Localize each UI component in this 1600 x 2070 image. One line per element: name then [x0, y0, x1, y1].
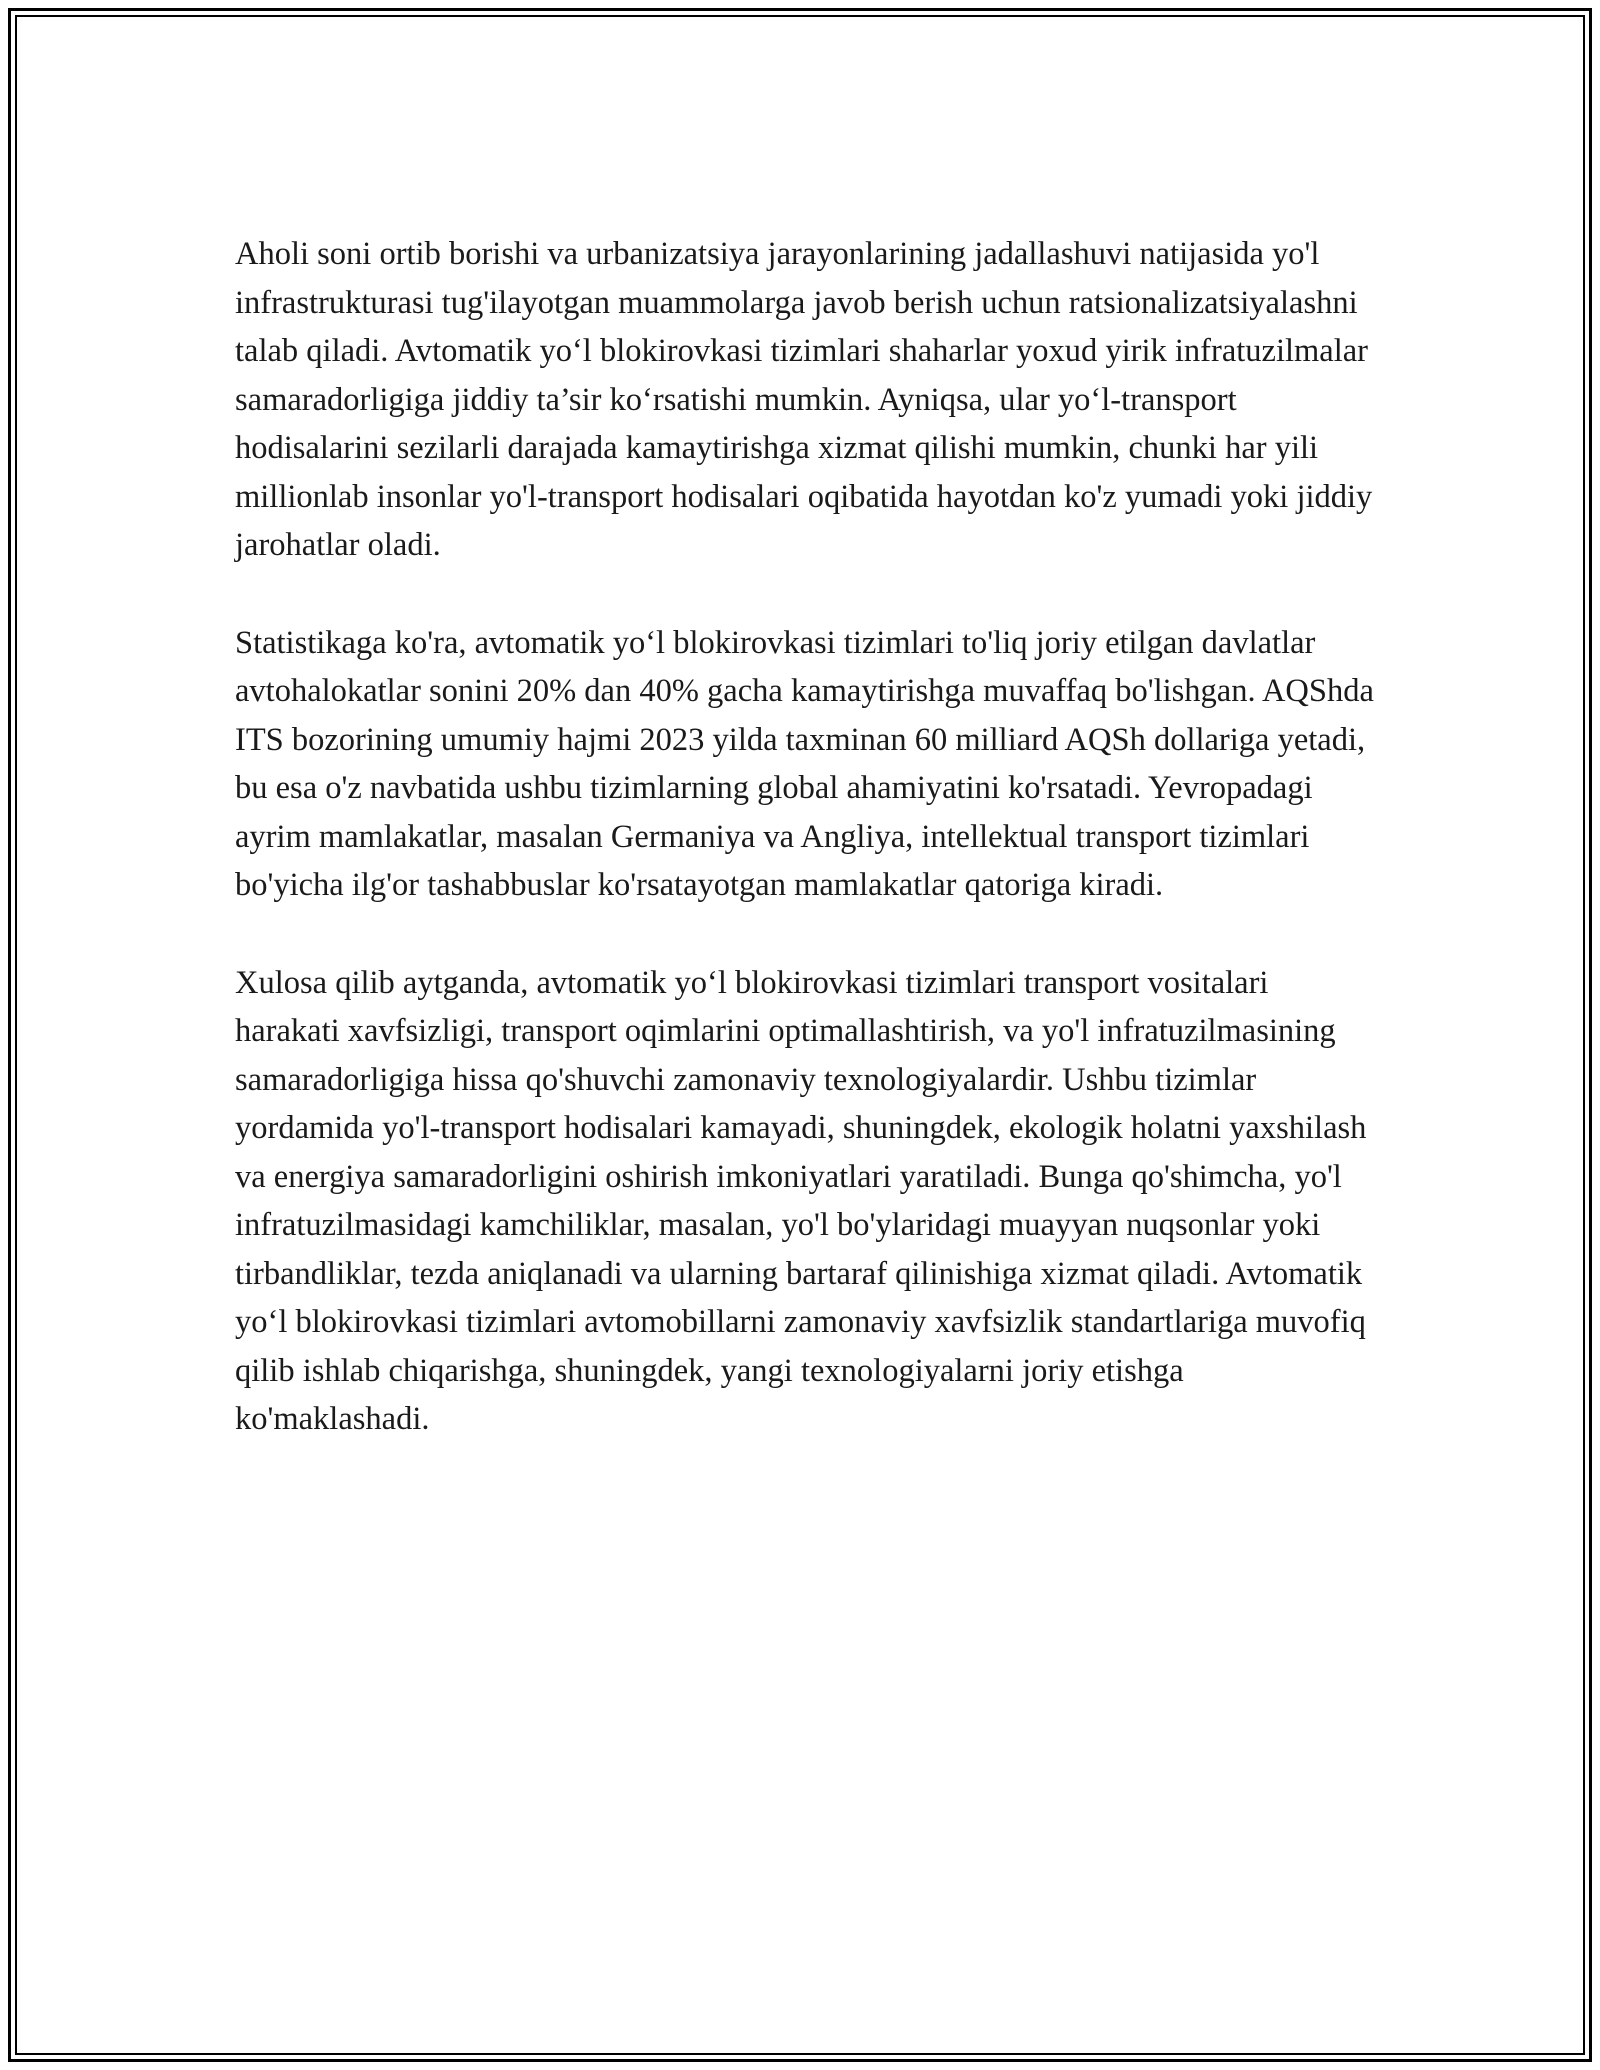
- document-body: [235, 230, 1375, 1493]
- paragraph-3: Xulosa qilib aytganda, avtomatik yo‘l blokirovkasi tizimlari transport vositalari harakati xavfsizligi, transport oqimlarini optimallashtirish, va yo'l infratuzilmasining samaradorligiga hissa qo'shuvchi zamonaviy texnologiyalardir. Ushbu tizimlar yordamida yo'l-transport hodisalari kamayadi, shuningdek, ekologik holatni yaxshilash va energiya samaradorligini oshirish imkoniyatlari yaratiladi. Bunga qo'shimcha, yo'l infratuzilmasidagi kamchiliklar, masalan, yo'l bo'ylaridagi muayyan nuqsonlar yoki tirbandliklar, tezda aniqlanadi va ularning bartaraf qilinishiga xizmat qiladi. Avtomatik yo‘l blokirovkasi tizimlari avtomobillarni zamonaviy xavfsizlik standartlariga muvofiq qilib ishlab chiqarishga, shuningdek, yangi texnologiyalarni joriy etishga ko'maklashadi.: [235, 964, 1367, 1437]
- paragraph-1: Aholi soni ortib borishi va urbanizatsiya jarayonlarining jadallashuvi natijasida yo'l infrastrukturasi tug'ilayotgan muammolarga javob berish uchun ratsionalizatsiyalashni talab qiladi. Avtomatik yo‘l blokirovkasi tizimlari shaharlar yoxud yirik infratuzilmalar samaradorligiga jiddiy ta’sir ko‘rsatishi mumkin. Ayniqsa, ular yo‘l-transport hodisalarini sezilarli darajada kamaytirishga xizmat qilishi mumkin, chunki har yili millionlab insonlar yo'l-transport hodisalari oqibatida hayotdan ko'z yumadi yoki jiddiy jarohatlar oladi.: [235, 236, 1373, 563]
- paragraph-2: Statistikaga ko'ra, avtomatik yo‘l blokirovkasi tizimlari to'liq joriy etilgan davlatlar avtohalokatlar sonini 20% dan 40% gacha kamaytirishga muvaffaq bo'lishgan. AQShda ITS bozorining umumiy hajmi 2023 yilda taxminan 60 milliard AQSh dollariga yetadi, bu esa o'z navbatida ushbu tizimlarning global ahamiyatini ko'rsatadi. Yevropadagi ayrim mamlakatlar, masalan Germaniya va Angliya, intellektual transport tizimlari bo'yicha ilg'or tashabbuslar ko'rsatayotgan mamlakatlar qatoriga kiradi.: [235, 624, 1374, 903]
